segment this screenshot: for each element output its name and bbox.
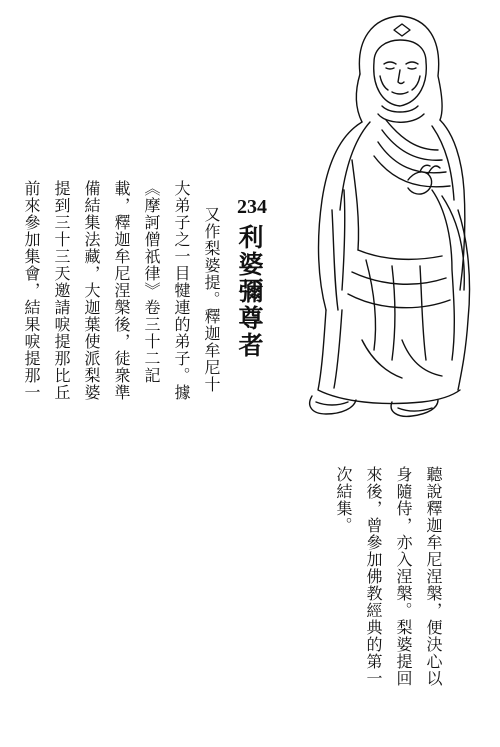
body-text-column: 備結集法藏，大迦葉使派梨婆 xyxy=(82,180,101,401)
body-text-column: 聽說釋迦牟尼涅槃，便決心以 xyxy=(424,466,443,687)
body-text-column: 載，釋迦牟尼涅槃後，徒衆準 xyxy=(112,180,131,401)
body-text-column: 又作梨婆提。釋迦牟尼十 xyxy=(202,206,221,393)
body-text-column: 提到三十三天邀請唳提那比丘 xyxy=(52,180,71,401)
body-text-column: 次結集。 xyxy=(334,466,353,534)
arhat-figure-illustration xyxy=(282,10,482,420)
entry-number: 234 xyxy=(237,196,267,218)
body-text-column: 來後，曾參加佛教經典的第一 xyxy=(364,466,383,687)
body-text-column: 前來參加集會，結果唳提那一 xyxy=(22,180,41,401)
body-text-column: 《摩訶僧祇律》卷三十二記 xyxy=(142,180,161,384)
entry-title: 利婆彌尊者 xyxy=(235,224,264,359)
body-text-column: 身隨侍，亦入涅槃。梨婆提回 xyxy=(394,466,413,687)
body-text-column: 大弟子之一目犍連的弟子。據 xyxy=(172,180,191,401)
